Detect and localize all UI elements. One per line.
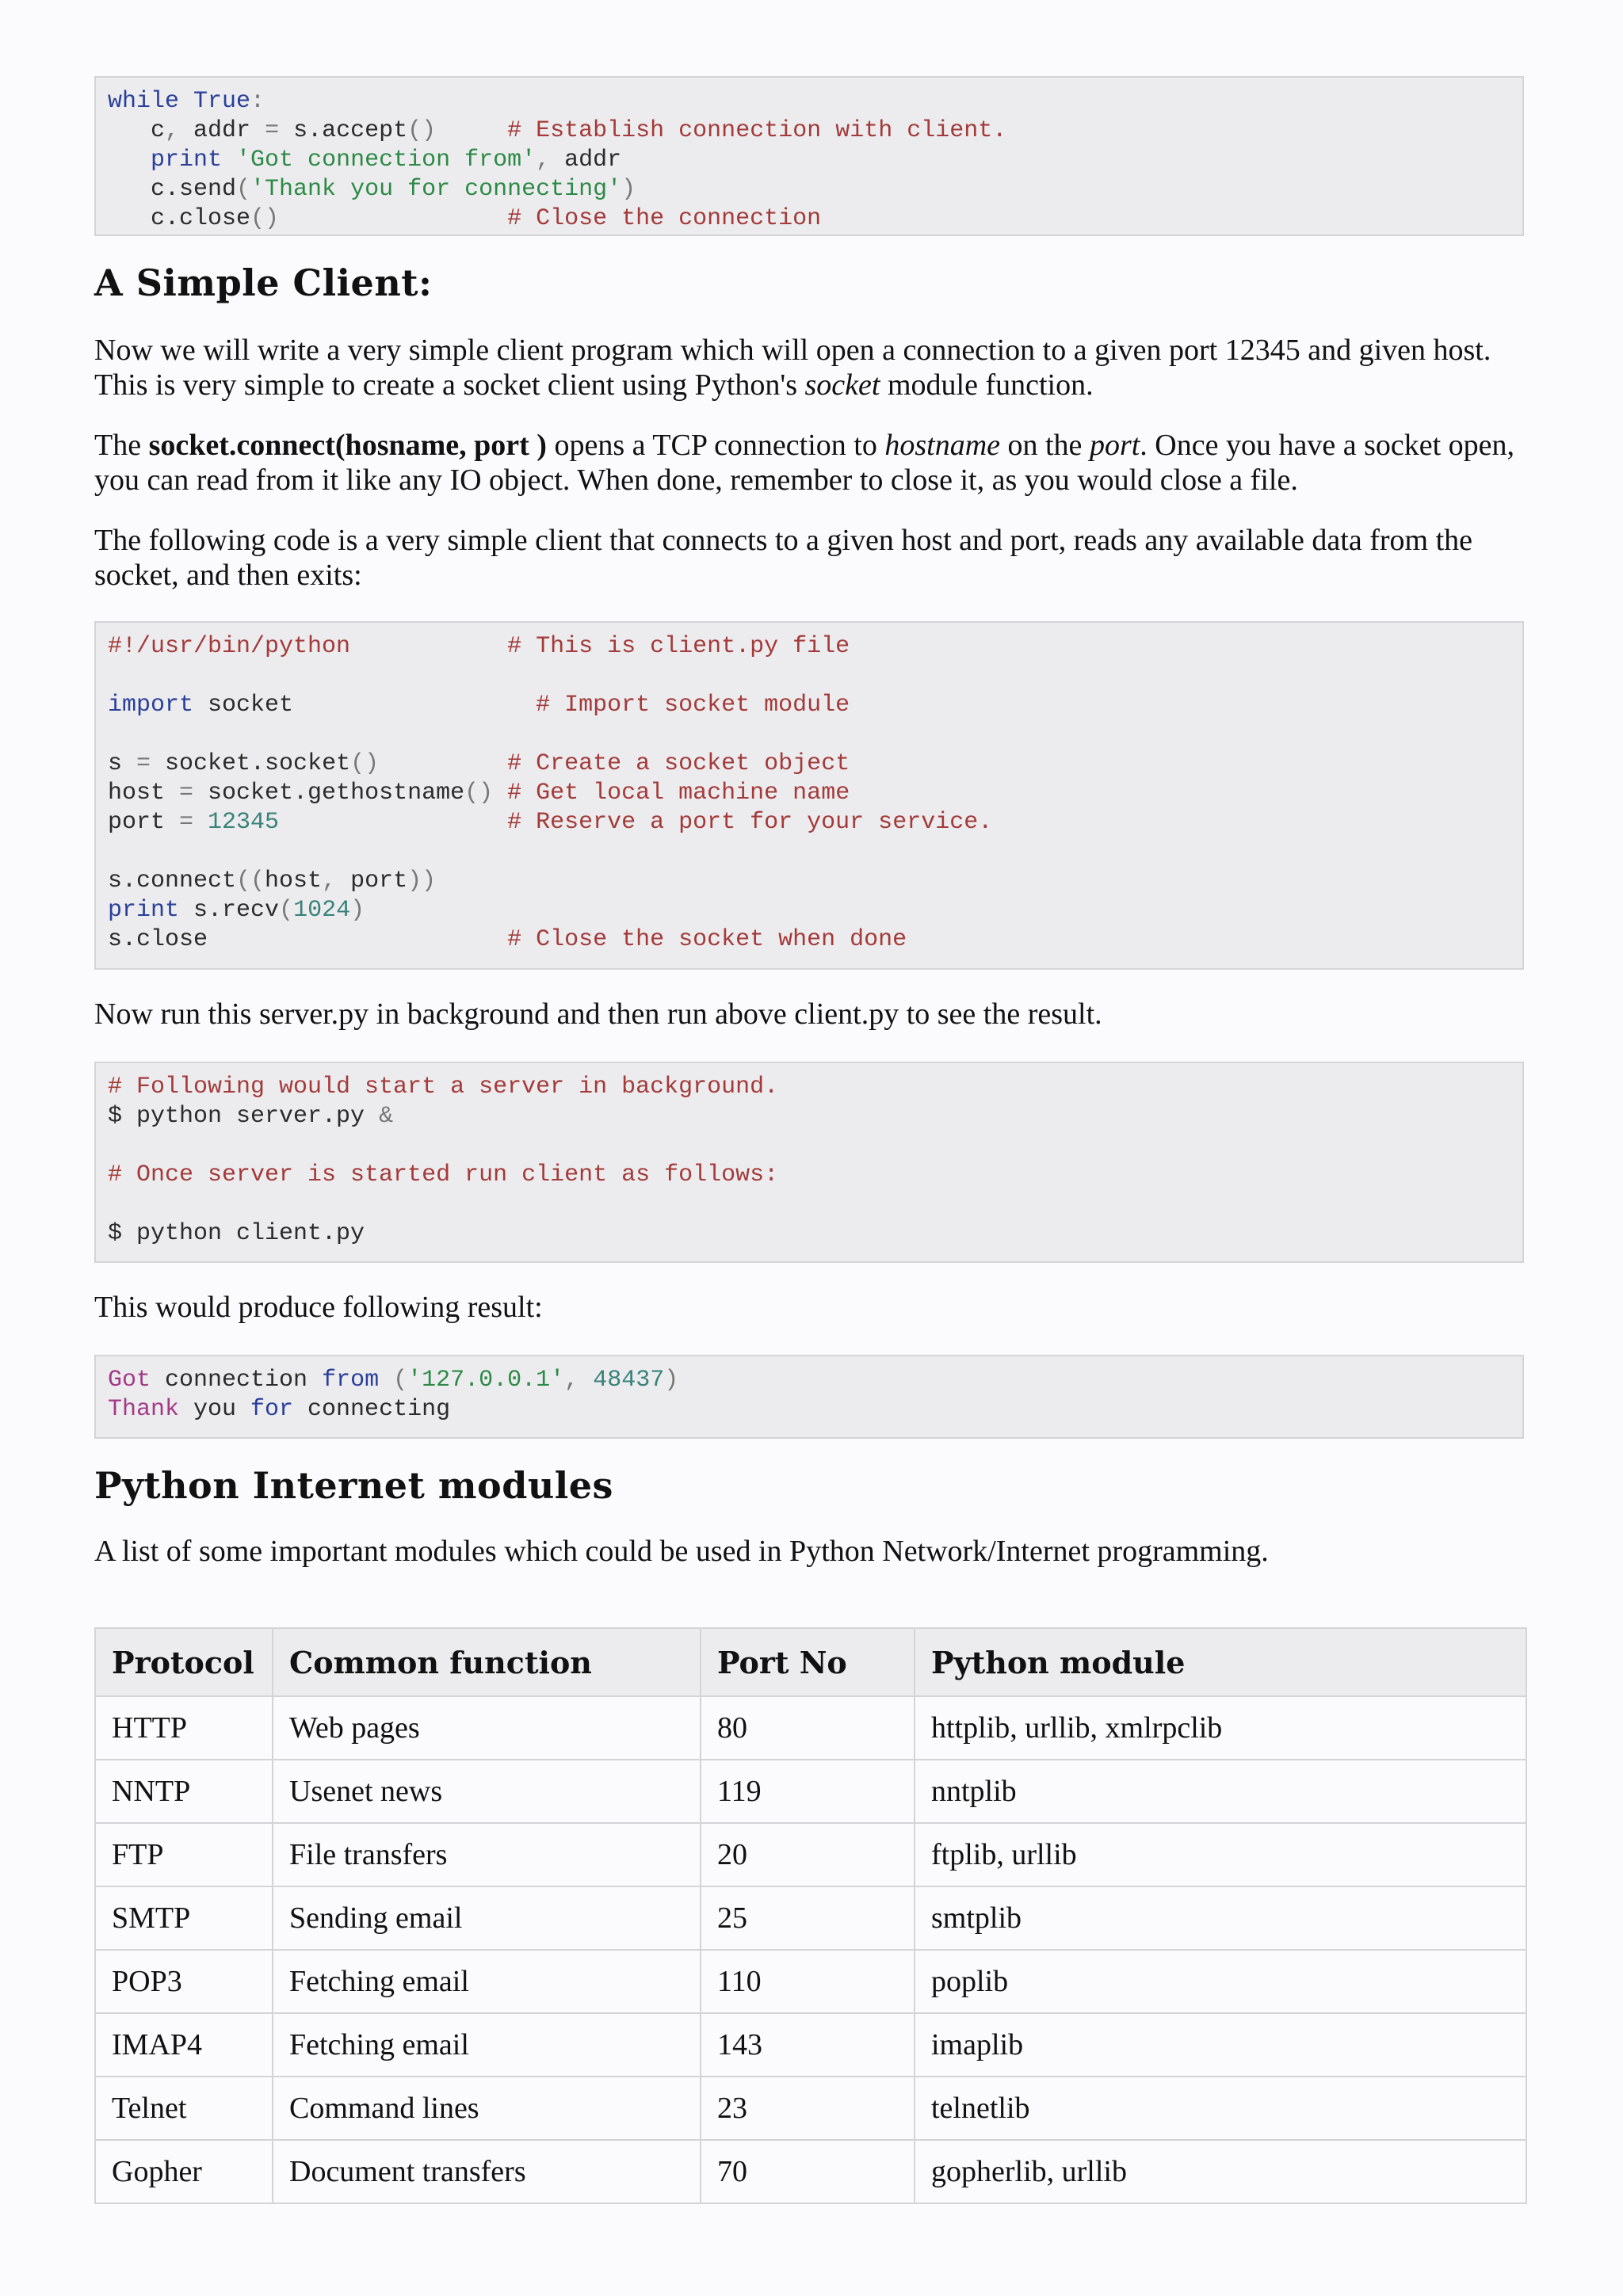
code-token: True: [193, 88, 251, 115]
table-row: [95, 1950, 1526, 2013]
code-token: print: [151, 147, 223, 174]
cell-protocol: HTTP: [95, 1696, 273, 1760]
code-token: host: [108, 780, 180, 807]
table-row: [95, 1760, 1526, 1823]
table-row: [95, 1696, 1526, 1760]
code-token: &: [379, 1103, 394, 1130]
cell-port: 119: [701, 1760, 915, 1823]
code-token: (: [393, 1367, 408, 1394]
header-protocol: Protocol: [95, 1628, 273, 1696]
code-line: [108, 87, 1522, 116]
code-line: [108, 720, 1522, 749]
cell-port: 80: [701, 1696, 915, 1760]
code-token: '127.0.0.1': [407, 1367, 565, 1394]
code-token: [279, 809, 507, 836]
cell-function: Web pages: [273, 1696, 701, 1760]
code-token: $ python server.py: [108, 1103, 380, 1130]
cell-protocol: FTP: [95, 1823, 273, 1886]
code-token: =: [179, 780, 194, 807]
header-python-module: Python module: [915, 1628, 1526, 1696]
code-token: socket: [193, 692, 537, 719]
cell-protocol: SMTP: [95, 1886, 273, 1950]
table-row: [95, 1886, 1526, 1950]
code-token: while: [108, 88, 180, 115]
code-line: [108, 1190, 1522, 1219]
code-token: =: [136, 750, 151, 777]
code-token: # Close the socket when done: [507, 926, 907, 953]
code-token: # Get local machine name: [507, 780, 850, 807]
cell-module: telnetlib: [915, 2077, 1526, 2140]
code-line: [108, 146, 1522, 175]
cell-function: Document transfers: [273, 2140, 701, 2203]
code-token: for: [250, 1396, 294, 1423]
cell-function: Usenet news: [273, 1760, 701, 1823]
code-token: # Reserve a port for your service.: [507, 809, 993, 836]
cell-function: Fetching email: [273, 2013, 701, 2077]
code-token: [379, 750, 507, 777]
code-token: Thank: [108, 1396, 180, 1423]
code-line: [108, 779, 1522, 808]
table-row: [95, 2077, 1526, 2140]
code-token: [222, 147, 236, 174]
code-token: [579, 1367, 593, 1394]
code-line: [108, 1073, 1522, 1102]
code-token: ((: [236, 868, 265, 894]
cell-module: ftplib, urllib: [915, 1823, 1526, 1886]
code-line: [108, 1131, 1522, 1161]
code-line: [108, 204, 1522, 234]
code-line: [108, 896, 1522, 925]
code-token: Got: [108, 1367, 151, 1394]
code-token: connection: [151, 1367, 323, 1394]
cell-module: poplib: [915, 1950, 1526, 2013]
paragraph-modules-intro: A list of some important modules which could be used in Python Network/Internet programming.: [94, 1535, 1269, 1568]
cell-function: File transfers: [273, 1823, 701, 1886]
code-token: # Create a socket object: [507, 750, 850, 777]
code-line: [108, 837, 1522, 867]
paragraph-client-description: The following code is a very simple client that connects to a given host and port, reads any available data from the socket, and then exits:: [94, 524, 1473, 592]
code-line: [108, 925, 1522, 955]
code-token: socket.gethostname: [193, 780, 465, 807]
code-token: 48437: [593, 1367, 665, 1394]
code-token: (): [464, 780, 494, 807]
cell-port: 143: [701, 2013, 915, 2077]
code-token: # Following would start a server in background.: [108, 1074, 779, 1100]
cell-module: httplib, urllib, xmlrpclib: [915, 1696, 1526, 1760]
code-token: [179, 88, 193, 115]
cell-module: nntplib: [915, 1760, 1526, 1823]
header-common-function: Common function: [273, 1628, 701, 1696]
code-token: s.accept: [279, 117, 408, 144]
code-token: =: [265, 117, 280, 144]
code-token: [279, 205, 507, 232]
code-token: port: [336, 868, 408, 894]
code-token: # Close the connection: [507, 205, 822, 232]
code-token: )): [407, 868, 437, 894]
code-token: (: [236, 176, 251, 203]
code-line: [108, 1366, 1522, 1395]
code-token: #!/usr/bin/python: [108, 633, 351, 660]
code-token: ): [664, 1367, 679, 1394]
code-token: s.recv: [179, 897, 280, 924]
paragraph-result-intro: This would produce following result:: [94, 1291, 543, 1324]
code-line: [108, 662, 1522, 691]
code-token: (): [407, 117, 437, 144]
code-block-result: [94, 1355, 1524, 1439]
code-line: [108, 691, 1522, 720]
code-token: # Establish connection with client.: [507, 117, 1007, 144]
code-token: s.close: [108, 926, 508, 953]
paragraph-socket-connect: The socket.connect(hosname, port ) opens a TCP connection to hostname on the port. Once you have a socket open, you can read from it like any IO object. When done, remember to close it, as you would close a file.: [94, 429, 1515, 497]
cell-port: 23: [701, 2077, 915, 2140]
code-line: [108, 175, 1522, 204]
code-line: [108, 749, 1522, 779]
paragraph-run-instructions: Now run this server.py in background and then run above client.py to see the result.: [94, 997, 1102, 1031]
code-block-server-tail: [94, 76, 1524, 236]
cell-function: Fetching email: [273, 1950, 701, 2013]
code-token: host: [265, 868, 323, 894]
cell-protocol: NNTP: [95, 1760, 273, 1823]
cell-module: gopherlib, urllib: [915, 2140, 1526, 2203]
code-token: addr: [550, 147, 622, 174]
code-token: (): [250, 205, 280, 232]
code-token: ): [350, 897, 365, 924]
code-token: connecting: [293, 1396, 451, 1423]
code-token: (: [279, 897, 294, 924]
cell-module: imaplib: [915, 2013, 1526, 2077]
code-token: [379, 1367, 393, 1394]
modules-table: [94, 1627, 1527, 2204]
code-token: [493, 780, 507, 807]
heading-simple-client: A Simple Client:: [94, 261, 433, 304]
code-token: [350, 633, 507, 660]
code-token: [193, 809, 208, 836]
code-token: socket.socket: [151, 750, 351, 777]
code-token: [108, 147, 151, 174]
code-token: s.connect: [108, 868, 237, 894]
code-token: 1024: [293, 897, 351, 924]
code-token: you: [179, 1396, 251, 1423]
code-token: import: [108, 692, 194, 719]
cell-port: 110: [701, 1950, 915, 2013]
code-token: ,: [165, 117, 180, 144]
code-token: 12345: [208, 809, 280, 836]
code-token: ,: [564, 1367, 579, 1394]
code-token: c: [108, 117, 166, 144]
cell-protocol: IMAP4: [95, 2013, 273, 2077]
code-token: ): [621, 176, 636, 203]
code-token: s: [108, 750, 137, 777]
code-line: [108, 1161, 1522, 1190]
code-token: (): [350, 750, 380, 777]
code-token: c.close: [108, 205, 251, 232]
code-block-client: [94, 621, 1524, 970]
code-line: [108, 1102, 1522, 1131]
code-line: [108, 632, 1522, 662]
code-line: [108, 808, 1522, 837]
code-token: # Once server is started run client as follows:: [108, 1161, 779, 1188]
code-token: from: [322, 1367, 380, 1394]
code-token: print: [108, 897, 180, 924]
cell-protocol: Gopher: [95, 2140, 273, 2203]
code-token: c.send: [108, 176, 237, 203]
cell-function: Sending email: [273, 1886, 701, 1950]
table-row: [95, 2013, 1526, 2077]
code-token: 'Got connection from': [236, 147, 537, 174]
code-token: addr: [179, 117, 265, 144]
code-token: ,: [322, 868, 337, 894]
code-token: # This is client.py file: [507, 633, 850, 660]
code-line: [108, 116, 1522, 146]
code-token: # Import socket module: [536, 692, 850, 719]
paragraph-intro-client: Now we will write a very simple client program which will open a connection to a given port 12345 and given host. This is very simple to create a socket client using Python's socket module function.: [94, 334, 1491, 402]
cell-protocol: POP3: [95, 1950, 273, 2013]
code-line: [108, 1395, 1522, 1425]
table-row: [95, 2140, 1526, 2203]
cell-port: 25: [701, 1886, 915, 1950]
table-row: [95, 1823, 1526, 1886]
code-token: port: [108, 809, 180, 836]
cell-port: 20: [701, 1823, 915, 1886]
cell-port: 70: [701, 2140, 915, 2203]
header-port-no: Port No: [701, 1628, 915, 1696]
code-token: $ python client.py: [108, 1220, 365, 1247]
cell-protocol: Telnet: [95, 2077, 273, 2140]
code-line: [108, 867, 1522, 896]
cell-module: smtplib: [915, 1886, 1526, 1950]
code-line: [108, 1219, 1522, 1249]
code-token: =: [179, 809, 194, 836]
code-token: [436, 117, 507, 144]
code-token: ,: [536, 147, 551, 174]
code-block-run: [94, 1062, 1524, 1263]
heading-internet-modules: Python Internet modules: [94, 1464, 613, 1507]
code-token: 'Thank you for connecting': [250, 176, 622, 203]
table-header-row: [95, 1628, 1526, 1696]
cell-function: Command lines: [273, 2077, 701, 2140]
code-token: :: [250, 88, 265, 115]
